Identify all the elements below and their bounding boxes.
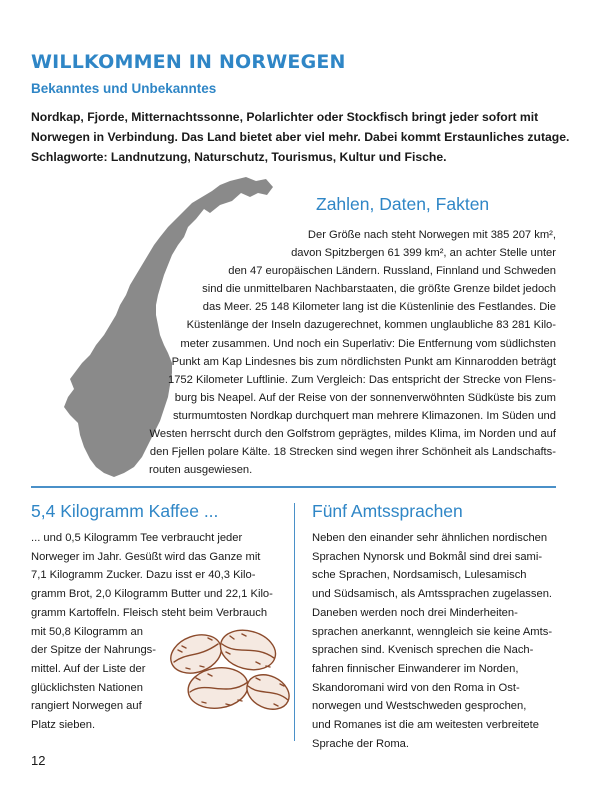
facts-line: sind die unmittelbaren Nachbarstaaten, die größte Grenze bildet jedoch: [202, 283, 556, 296]
facts-line: Der Größe nach steht Norwegen mit 385 207 km²,: [307, 229, 556, 241]
languages-line: und Südsamisch, als Amtssprachen zugelassen.: [312, 588, 553, 601]
section-divider: [31, 486, 556, 488]
facts-heading: Zahlen, Daten, Fakten: [316, 194, 490, 214]
facts-line: Punkt am Kap Lindesnes bis zum nördlichsten Punkt am Kinnarodden beträgt: [171, 355, 556, 368]
languages-heading: Fünf Amtssprachen: [312, 501, 463, 521]
facts-line: meter zusammen. Und noch ein Superlativ: Die Entfernung vom südlichsten: [180, 337, 556, 350]
languages-line: Sprache der Roma.: [312, 737, 410, 750]
coffee-line: Norweger im Jahr. Gesüßt wird das Ganze mit: [31, 550, 261, 563]
intro-paragraph: [31, 107, 570, 167]
facts-line: Westen herrscht durch den Golfstrom geprägtes, mildes Klima, im Norden und auf: [149, 428, 556, 441]
coffee-line: gramm Kartoffeln. Fleisch steht beim Verbrauch: [31, 606, 268, 619]
coffee-line: mittel. Auf der Liste der: [31, 662, 146, 675]
facts-line: sturmumtosten Nordkap durchquert man mehrere Klimazonen. Im Süden und: [172, 409, 556, 422]
facts-line: das Meer. 25 148 Kilometer lang ist die Küstenlinie des Festlandes. Die: [202, 301, 556, 314]
languages-line: Skandoromani wird von den Roma in Ost-: [312, 681, 520, 694]
intro-line: Nordkap, Fjorde, Mitternachtssonne, Polarlichter oder Stockfisch bringt jeder sofort mit: [31, 110, 539, 124]
coffee-line: der Spitze der Nahrungs-: [31, 644, 156, 657]
facts-line: 1752 Kilometer Luftlinie. Zum Vergleich: Das entspricht der Strecke von Flens-: [167, 373, 556, 386]
languages-line: sprachen anerkannt, wenngleich sie keine Amts-: [312, 625, 553, 638]
languages-line: Sprachen Nynorsk und Bokmål sind drei sami-: [312, 550, 543, 563]
intro-line: Schlagworte: Landnutzung, Naturschutz, Tourismus, Kultur und Fische.: [31, 150, 447, 164]
coffee-line: mit 50,8 Kilogramm an: [31, 625, 143, 638]
languages-line: und Romanes ist die am weitesten verbreitete: [312, 719, 539, 732]
languages-line: norwegen und Westschweden gesprochen,: [312, 700, 527, 713]
languages-line: sche Sprachen, Nordsamisch, Lulesamisch: [312, 569, 527, 582]
facts-paragraph: [140, 226, 556, 479]
facts-line: den Fjellen polare Kälte. 18 Strecken sind wegen ihrer Schönheit als Landschafts-: [149, 446, 556, 459]
coffee-heading: 5,4 Kilogramm Kaffee ...: [31, 501, 219, 521]
languages-paragraph: [312, 529, 552, 753]
facts-line: davon Spitzbergen 61 399 km², an achter Stelle unter: [291, 247, 556, 260]
languages-line: Neben den einander sehr ähnlichen nordischen: [312, 532, 548, 544]
coffee-line: ... und 0,5 Kilogramm Tee verbraucht jeder: [31, 532, 243, 544]
intro-line: Norwegen in Verbindung. Das Land bietet aber viel mehr. Dabei kommt Erstaunliches zutage.: [31, 130, 570, 144]
coffee-beans-icon: [156, 622, 294, 714]
facts-line: Küstenlänge der Inseln dazugerechnet, kommen unglaubliche 83 281 Kilo-: [186, 319, 556, 332]
coffee-line: glücklichsten Nationen: [31, 681, 143, 694]
languages-line: sprachen sind. Kvenisch sprechen die Nach-: [312, 644, 534, 657]
coffee-line: rangiert Norwegen auf: [31, 700, 142, 713]
page-subtitle: Bekanntes und Unbekanntes: [31, 81, 217, 96]
coffee-line: gramm Brot, 2,0 Kilogramm Butter und 22,1 Kilo-: [31, 588, 273, 601]
coffee-line: 7,1 Kilogramm Zucker. Dazu isst er 40,3 Kilo-: [31, 569, 256, 582]
page-number: 12: [31, 753, 46, 768]
languages-line: fahren finnischer Einwanderer im Norden,: [312, 662, 519, 675]
page-title: WILLKOMMEN IN NORWEGEN: [31, 51, 346, 73]
facts-line: burg bis Neapel. Auf der Reise von der sonnenverwöhnten Südküste bis zum: [174, 391, 556, 404]
coffee-line: Platz sieben.: [31, 719, 96, 732]
facts-line: routen ausgewiesen.: [149, 464, 253, 477]
languages-line: Daneben werden noch drei Minderheiten-: [312, 606, 518, 619]
column-divider: [294, 503, 295, 741]
facts-line: den 47 europäischen Ländern. Russland, Finnland und Schweden: [228, 265, 556, 278]
